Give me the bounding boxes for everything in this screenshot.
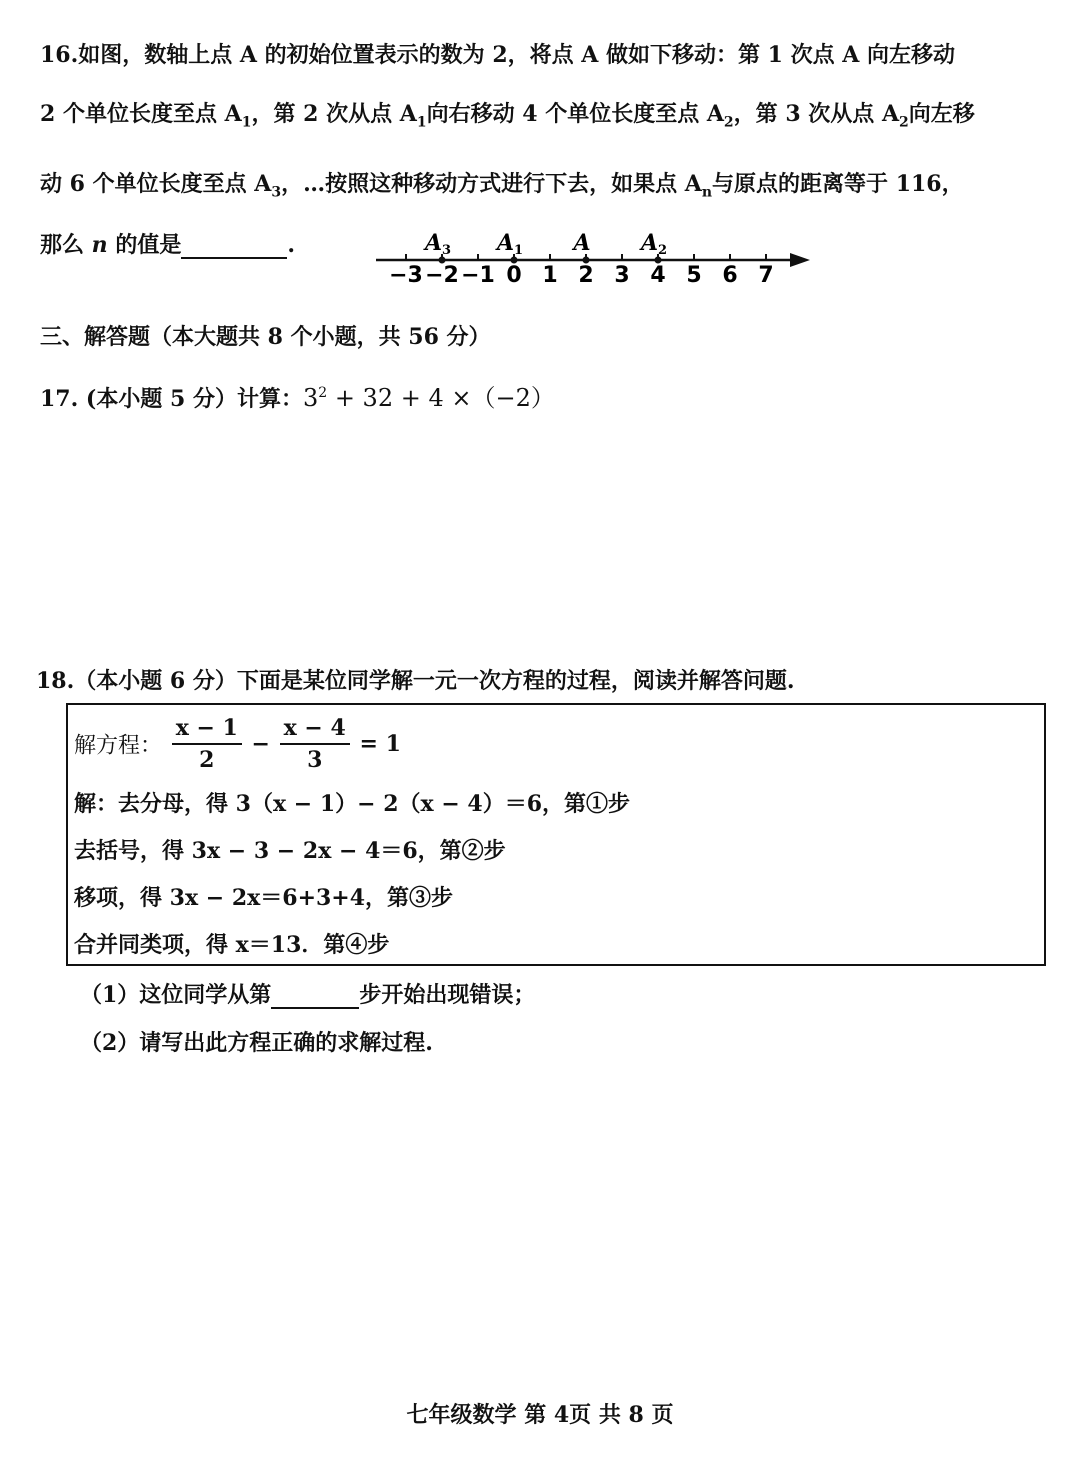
number-line-tick-label: −3 [389,263,423,288]
number-line-tick-label: 0 [506,263,522,288]
q18-sub-question-2: （2）请写出此方程正确的求解过程. [80,1030,433,1056]
page-footer: 七年级数学 第 4页 共 8 页 [406,1402,674,1428]
number-line-tick-label: 6 [722,263,738,288]
q18-step-2: 去括号，得 3x − 3 − 2x − 4＝6，第②步 [74,838,506,864]
q18-step-4: 合并同类项，得 x＝13．第④步 [74,932,390,958]
q18-sub-question-1 [80,978,535,1009]
q18-frac2-numerator: x − 4 [280,713,350,745]
q18-minus: − [251,731,270,757]
q18-rhs: = 1 [359,731,401,757]
number-line-point [583,257,590,264]
q17-expr-base: 3 [302,384,319,412]
number-line-tick-label: 4 [650,263,666,288]
q16-text: 那么 [40,232,92,258]
q18-equation [74,713,401,775]
number-line-point-label: A3 [424,230,452,258]
q18-prompt: 解方程： [74,733,163,759]
q18-step-1: 解：去分母，得 3（x − 1）− 2（x − 4）＝6，第①步 [74,791,631,817]
q16-text: 动 6 个单位长度至点 A [40,171,272,197]
q16-line-4 [40,228,295,259]
q18-frac2-denominator: 3 [307,747,323,773]
number-line-diagram [370,222,820,292]
q18-step-3: 移项，得 3x − 2x＝6+3+4，第③步 [74,885,454,911]
q16-answer-blank[interactable] [181,237,287,259]
section-3-title: 三、解答题（本大题共 8 个小题，共 56 分） [40,324,491,350]
q16-line-2 [40,97,975,130]
q16-line-3 [40,167,964,200]
q16-sub: 3 [271,184,282,201]
number-line-arrow [790,253,810,267]
q16-line-1: 16.如图，数轴上点 A 的初始位置表示的数为 2，将点 A 做如下移动：第 1 次点 A 向左移动 [40,42,956,68]
q16-text: ，…按照这种移动方式进行下去，如果点 A [281,171,702,197]
q18-fraction-2 [280,713,350,775]
q16-sub: n [701,184,713,201]
q18-answer-blank[interactable] [271,987,359,1009]
q16-sub: 2 [723,114,734,131]
q16-text: 向左移 [908,101,975,127]
number-line-tick-label: 2 [578,263,594,288]
number-line-tick-label: 1 [542,263,558,288]
q18-frac1-numerator: x − 1 [172,713,242,745]
q16-sub: 1 [241,114,252,131]
q16-var-n: n [91,232,108,258]
q18-frac1-denominator: 2 [199,747,215,773]
q17-text: 17. (本小题 5 分）计算： [40,386,303,412]
number-line-point-label: A2 [640,230,668,258]
number-line-tick-label: 7 [758,263,774,288]
q18-solution-box [66,703,1046,966]
q16-text: . [287,232,296,258]
q17-question [40,378,555,413]
q18-sub1-text: 步开始出现错误； [359,982,536,1008]
q17-expr-exp: 2 [318,385,328,401]
q17-expr [303,384,555,412]
q16-text: 的值是 [107,232,182,258]
q18-intro: 18.（本小题 6 分）下面是某位同学解一元一次方程的过程，阅读并解答问题. [36,668,795,694]
q16-text: ，第 2 次从点 A [251,101,417,127]
q16-text: ，第 3 次从点 A [733,101,900,127]
q16-text: 与原点的距离等于 116， [712,171,964,197]
q16-text: 向右移动 4 个单位长度至点 A [426,101,724,127]
q16-text: 2 个单位长度至点 A [40,101,242,127]
q18-fraction-1 [172,713,242,775]
number-line-tick-label: −2 [425,263,459,288]
number-line-tick-label: −1 [461,263,495,288]
q17-expr-rest: + 32 + 4 ×（−2） [327,384,555,412]
number-line-tick-label: 5 [686,263,702,288]
number-line-point-label: A1 [496,230,524,258]
q18-sub1-text: （1）这位同学从第 [80,982,272,1008]
number-line-tick-label: 3 [614,263,630,288]
q16-sub: 1 [416,114,427,131]
number-line-point-label: A [573,230,591,256]
q16-sub: 2 [899,114,909,131]
